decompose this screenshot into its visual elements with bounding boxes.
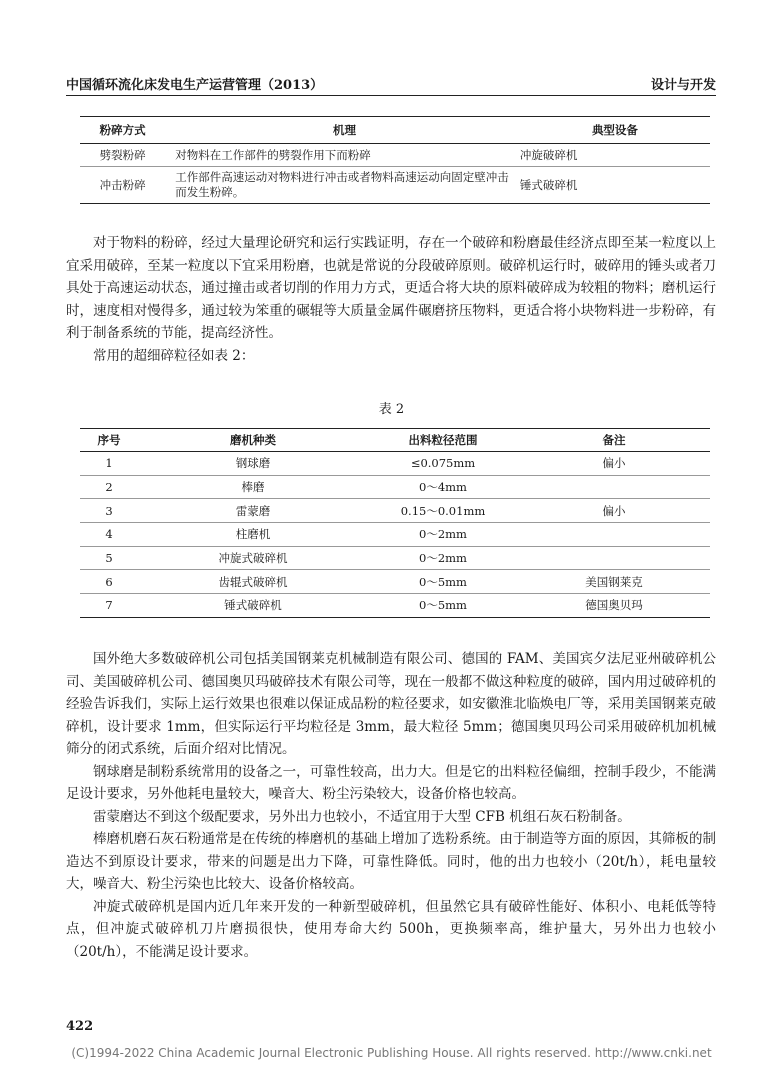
table-cell: 冲击粉碎: [80, 167, 165, 204]
copyright-footer: (C)1994-2022 China Academic Journal Electronic Publishing House. All rights reserved. http://www.cnki.net: [71, 1046, 712, 1060]
column-header: 典型设备: [514, 117, 710, 144]
table-cell: 钢球磨: [138, 452, 368, 476]
table-row: [80, 499, 710, 523]
table-cell: [518, 475, 710, 499]
table-cell: 工作部件高速运动对物料进行冲击或者物料高速运动向固定壁冲击而发生粉碎。: [165, 167, 514, 204]
table-cell: ≤0.075mm: [368, 452, 518, 476]
comminution-method-table: [80, 116, 710, 204]
column-header: 机理: [165, 117, 514, 144]
page-number: 422: [66, 1019, 94, 1034]
column-header: 序号: [80, 429, 138, 452]
table-cell: 0.15～0.01mm: [368, 499, 518, 523]
paragraph: 常用的超细碎粒径如表 2：: [93, 347, 255, 364]
body-text-block-2: [66, 648, 716, 963]
table-cell: 齿辊式破碎机: [138, 570, 368, 594]
grinding-particle-size-table: [80, 428, 710, 618]
table-row: [80, 452, 710, 476]
table-cell: 美国钢莱克: [518, 570, 710, 594]
table-cell: 偏小: [518, 499, 710, 523]
table-cell: 2: [80, 475, 138, 499]
column-header: 备注: [518, 429, 710, 452]
table-cell: 柱磨机: [138, 523, 368, 547]
paragraph: 对于物料的粉碎，经过大量理论研究和运行实践证明，存在一个破碎和粉磨最佳经济点即至某一粒度以上宜采用破碎，至某一粒度以下宜采用粉磨，也就是常说的分段破碎原则。破碎机运行时，破碎用的锤头或者刀具处于高速运动状态，通过撞击或者切削的作用力方式，更适合将大块的原料破碎成为较粗的物料；磨机运行时，速度相对慢得多，通过较为笨重的碾辊等大质量金属件碾磨挤压物料，更适合将小块物料进一步粉碎，有利于制备系统的节能，提高经济性。: [66, 235, 716, 341]
table-cell: 5: [80, 546, 138, 570]
table-cell: 7: [80, 594, 138, 618]
table-row: [80, 570, 710, 594]
paragraph: 雷蒙磨达不到这个级配要求，另外出力也较小，不适宜用于大型 CFB 机组石灰石粉制备。: [93, 808, 631, 825]
paragraph: 钢球磨是制粉系统常用的设备之一，可靠性较高，出力大。但是它的出料粒径偏细，控制手段少，不能满足设计要求，另外他耗电量较大，噪音大、粉尘污染较大，设备价格也较高。: [66, 763, 716, 802]
table-cell: 锤式破碎机: [138, 594, 368, 618]
table-cell: 0～5mm: [368, 570, 518, 594]
table-cell: 雷蒙磨: [138, 499, 368, 523]
table-cell: 德国奥贝玛: [518, 594, 710, 618]
running-header-title: 中国循环流化床发电生产运营管理（2013）: [66, 78, 324, 93]
column-header: 磨机种类: [138, 429, 368, 452]
column-header: 出料粒径范围: [368, 429, 518, 452]
column-header: 粉碎方式: [80, 117, 165, 144]
table-cell: 冲旋破碎机: [514, 144, 710, 167]
table-header-row: [80, 429, 710, 452]
table-row: [80, 523, 710, 547]
table-row: [80, 167, 710, 204]
table-row: [80, 594, 710, 618]
table-cell: 0～2mm: [368, 546, 518, 570]
paragraph: 国外绝大多数破碎机公司包括美国钢莱克机械制造有限公司、德国的 FAM、美国宾夕法尼亚州破碎机公司、美国破碎机公司、德国奥贝玛破碎技术有限公司等，现在一般都不做这种粒度的破碎，国内用过破碎机的经验告诉我们，实际上运行效果也很难以保证成品粉的粒径要求，如安徽淮北临焕电厂等，采用美国钢莱克破碎机，设计要求 1mm，但实际运行平均粒径是 3mm，最大粒径 5mm；德国奥贝玛公司采用破碎机加机械筛分的闭式系统，后面介绍对比情况。: [66, 651, 716, 757]
table-cell: 0～2mm: [368, 523, 518, 547]
table-cell: [518, 546, 710, 570]
table-cell: 4: [80, 523, 138, 547]
running-header-section: 设计与开发: [650, 78, 716, 93]
paragraph: 棒磨机磨石灰石粉通常是在传统的棒磨机的基础上增加了选粉系统。由于制造等方面的原因，其筛板的制造达不到原设计要求，带来的问题是出力下降，可靠性降低。同时，他的出力也较小（20t/h），耗电量较大，噪音大、粉尘污染也比较大、设备价格较高。: [66, 831, 716, 892]
table-cell: 1: [80, 452, 138, 476]
table-row: [80, 144, 710, 167]
table-row: [80, 475, 710, 499]
body-text-block-1: [66, 232, 716, 367]
table-cell: 锤式破碎机: [514, 167, 710, 204]
table-cell: 劈裂粉碎: [80, 144, 165, 167]
table-cell: 棒磨: [138, 475, 368, 499]
header-rule: [66, 95, 716, 96]
table-cell: 偏小: [518, 452, 710, 476]
paragraph: 冲旋式破碎机是国内近几年来开发的一种新型破碎机，但虽然它具有破碎性能好、体积小、电耗低等特点，但冲旋式破碎机刀片磨损很快，使用寿命大约 500h，更换频率高，维护量大，另外出力也较小（20t/h），不能满足设计要求。: [66, 898, 716, 960]
table-header-row: [80, 117, 710, 144]
table-cell: [518, 523, 710, 547]
table-caption: 表 2: [378, 402, 405, 417]
table-cell: 冲旋式破碎机: [138, 546, 368, 570]
table-cell: 3: [80, 499, 138, 523]
table-cell: 6: [80, 570, 138, 594]
table-cell: 对物料在工作部件的劈裂作用下而粉碎: [165, 144, 514, 167]
table-cell: 0～5mm: [368, 594, 518, 618]
table-cell: 0～4mm: [368, 475, 518, 499]
table-row: [80, 546, 710, 570]
